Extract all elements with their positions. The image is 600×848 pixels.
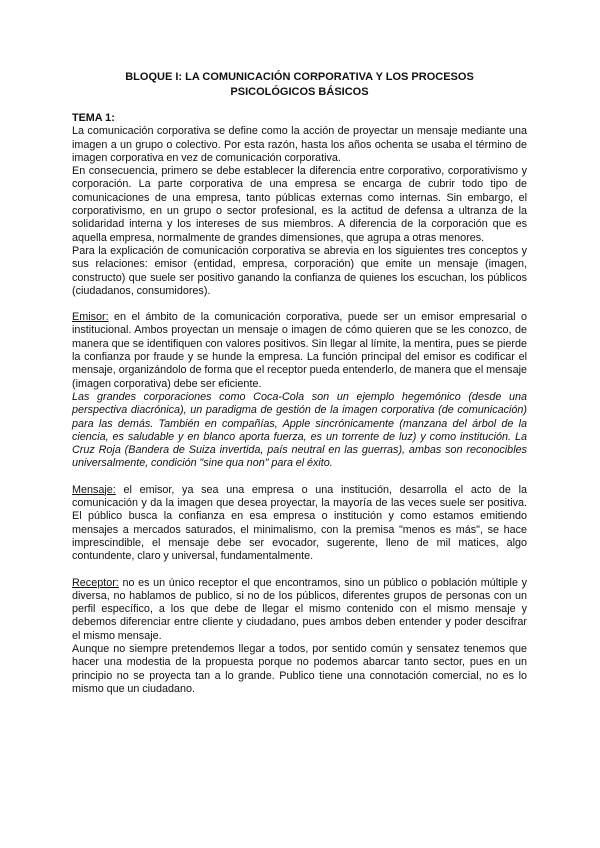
title-line-1: BLOQUE I: LA COMUNICACIÓN CORPORATIVA Y LOS PROCESOS (125, 71, 474, 83)
paragraph-mensaje (72, 484, 527, 564)
paragraph-concepts: Para la explicación de comunicación corporativa se abrevia en los siguientes tres conceptos y sus relaciones: emisor (entidad, empresa, corporación) que emite un mensaje (imagen, constructo) que suele ser positivo ganando la confianza de quienes los escuchan, los públicos (ciudadanos, consumidores). (72, 244, 527, 297)
paragraph-emisor (72, 311, 527, 391)
mensaje-text: el emisor, ya sea una empresa o una institución, desarrolla el acto de la comunicación y da la imagen que desea proyectar, la mayoría de las veces suele ser positiva. El público busca la confianza en esa empresa o institución y como estamos emitiendo mensajes a mercados saturados, el minimalismo, con la premisa "menos es más", se hace imprescindible, el mensaje debe ser evocador, sugerente, lleno de mil matices, algo contundente, claro y universal, fundamentalmente. (72, 483, 527, 563)
spacer (72, 298, 527, 311)
receptor-term: Receptor: (72, 576, 119, 589)
spacer (72, 564, 527, 577)
title-line-2: PSICOLÓGICOS BÁSICOS (230, 86, 369, 98)
receptor-text: no es un único receptor el que encontramos, sino un público o población múltiple y diversa, no hablamos de publico, si no de los públicos, diferentes grupos de personas con un perfil específico, a los que debe de llegar el mismo contenido con el mismo mensaje y debemos diferenciar entre cliente y ciudadano, pues ambos deben entender y poder descifrar el mismo mensaje. (72, 576, 527, 642)
emisor-text: en el ámbito de la comunicación corporativa, puede ser un emisor empresarial o institucional. Ambos proyectan un mensaje o imagen de cómo quieren que se les conozco, de manera que se identifiquen con valores positivos. Sin llegar al límite, la mentira, pues se pierde la confianza por fraude y se hunde la empresa. La función principal del emisor es codificar el mensaje, organizándolo de forma que el receptor pueda entenderlo, de manera que el mensaje (imagen corporativa) debe ser eficiente. (72, 311, 527, 390)
document-content (72, 70, 527, 696)
paragraph-differences: En consecuencia, primero se debe establecer la diferencia entre corporativo, corporativismo y corporación. La parte corporativa de una empresa se encarga de cubrir todo tipo de comunicaciones de una empresa, tanto públicas externas como internas. Sin embargo, el corporativismo, en un grupo o sector profesional, es la actitud de defensa a ultranza de la solidaridad interna y los intereses de sus miembros. A diferencia de la corporación que es aquella empresa, normalmente de grandes dimensiones, que agrupa a otras menores. (72, 165, 527, 244)
mensaje-term: Mensaje: (72, 483, 116, 496)
spacer (72, 471, 527, 484)
paragraph-emisor-example: Las grandes corporaciones como Coca-Cola son un ejemplo hegemónico (desde una perspectiva diacrónica), un paradigma de gestión de la imagen corporativa (de comunicación) para las demás. También en compañías, Apple sincrónicamente (manzana del árbol de la ciencia, es saludable y en blanco aporta fuerza, es un torrente de luz) y como institución. La Cruz Roja (Bandera de Suiza invertida, país neutral en las guerras), ambas son reconocibles universalmente, condición "sine qua non" para el éxito. (72, 390, 527, 470)
paragraph-final: Aunque no siempre pretendemos llegar a todos, por sentido común y sensatez tenemos que hacer una modestia de la propuesta porque no podemos abarcar tanto sector, pues en un principio no se proyecta tan a lo grande. Publico tiene una connotación comercial, no es lo mismo que un ciudadano. (72, 642, 527, 695)
section-heading: TEMA 1: (72, 112, 115, 124)
document-title (72, 70, 527, 100)
emisor-term: Emisor: (72, 311, 109, 324)
paragraph-receptor (72, 577, 527, 643)
paragraph-definition: La comunicación corporativa se define como la acción de proyectar un mensaje mediante una imagen a un grupo o colectivo. Por esta razón, hasta los años ochenta se usaba el término de imagen corporativa en vez de comunicación corporativa. (72, 125, 527, 164)
